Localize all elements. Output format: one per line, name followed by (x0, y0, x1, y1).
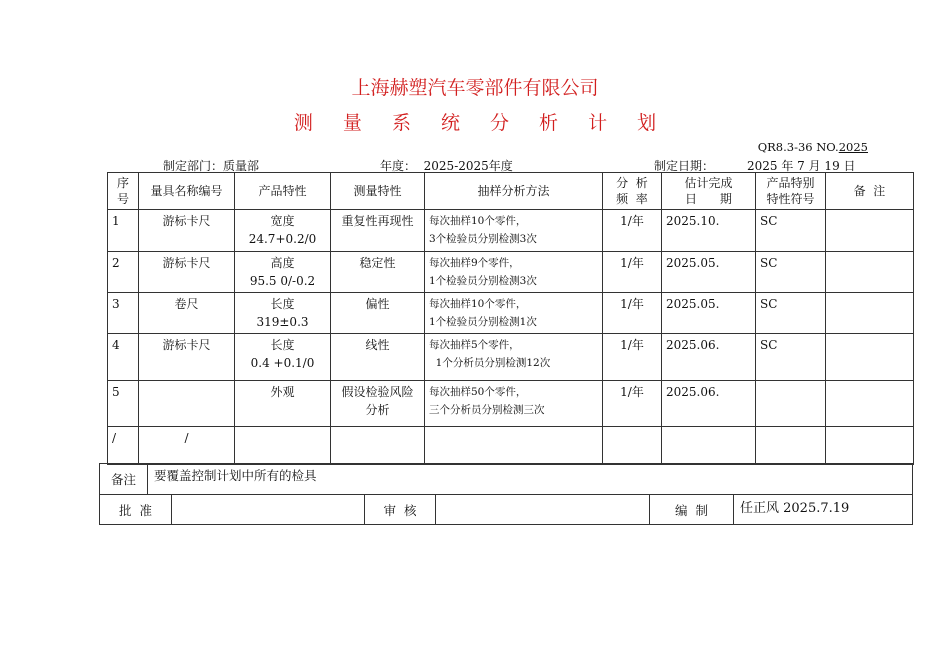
cell-gauge: 游标卡尺 (139, 210, 235, 252)
cell-seq: 1 (108, 210, 139, 252)
cell-seq: / (108, 427, 139, 465)
cell-seq: 3 (108, 293, 139, 334)
company-name: 上海赫塑汽车零部件有限公司 (351, 77, 599, 99)
dept-label: 制定部门：质量部 (163, 159, 260, 173)
cell-freq: 1/年 (603, 210, 662, 252)
cell-measure: 重复性再现性 (331, 210, 425, 252)
review-value (436, 495, 650, 525)
cell-method: 每次抽样9个零件， 1个检验员分别检测3次 (425, 252, 603, 293)
date-value: 2025 年 7 月 19 日 (747, 159, 856, 173)
cell-gauge: / (139, 427, 235, 465)
cell-feature: 宽度 24.7+0.2/0 (235, 210, 331, 252)
cell-feature: 长度 0.4 +0.1/0 (235, 334, 331, 381)
notes-text: 要覆盖控制计划中所有的检具 (148, 464, 913, 495)
approve-label: 批 准 (100, 495, 172, 525)
cell-est-date: 2025.06. (662, 334, 756, 381)
cell-special (756, 427, 826, 465)
cell-seq: 5 (108, 381, 139, 427)
cell-remark (826, 210, 914, 252)
cell-special: SC (756, 210, 826, 252)
cell-measure (331, 427, 425, 465)
cell-method: 每次抽样10个零件， 1个检验员分别检测1次 (425, 293, 603, 334)
cell-freq (603, 427, 662, 465)
cell-est-date: 2025.05. (662, 252, 756, 293)
cell-remark (826, 427, 914, 465)
cell-remark (826, 293, 914, 334)
cell-method: 每次抽样5个零件， 1个分析员分别检测12次 (425, 334, 603, 381)
prepare-value: 任正风 2025.7.19 (734, 495, 913, 525)
cell-gauge: 游标卡尺 (139, 334, 235, 381)
cell-feature: 外观 (235, 381, 331, 427)
header-gauge: 量具名称编号 (139, 173, 235, 210)
date-label: 制定日期： (654, 159, 715, 173)
cell-method: 每次抽样10个零件， 3个检验员分别检测3次 (425, 210, 603, 252)
cell-method (425, 427, 603, 465)
doc-number: 2025 (838, 140, 868, 154)
cell-special: SC (756, 334, 826, 381)
table-header-row (108, 173, 914, 210)
header-special: 产品特别 特性符号 (756, 173, 826, 210)
cell-est-date: 2025.06. (662, 381, 756, 427)
cell-measure: 线性 (331, 334, 425, 381)
notes-label: 备注 (100, 464, 148, 495)
review-label: 审 核 (365, 495, 436, 525)
cell-special: SC (756, 293, 826, 334)
signature-table (99, 494, 913, 525)
cell-freq: 1/年 (603, 381, 662, 427)
cell-measure: 稳定性 (331, 252, 425, 293)
cell-remark (826, 252, 914, 293)
table-row (108, 210, 914, 252)
year-value: 2025-2025年度 (423, 159, 513, 173)
document-code (758, 140, 868, 154)
cell-seq: 4 (108, 334, 139, 381)
cell-gauge: 卷尺 (139, 293, 235, 334)
cell-measure: 偏性 (331, 293, 425, 334)
msa-plan-table (107, 172, 914, 465)
doc-code-prefix: QR8.3-36 NO. (757, 140, 839, 154)
cell-freq: 1/年 (603, 334, 662, 381)
notes-table (99, 463, 913, 495)
cell-freq: 1/年 (603, 252, 662, 293)
header-freq: 分 析 频 率 (603, 173, 662, 210)
table-row (108, 427, 914, 465)
cell-feature (235, 427, 331, 465)
cell-remark (826, 381, 914, 427)
notes-row (100, 464, 913, 495)
cell-special: SC (756, 252, 826, 293)
cell-feature: 高度 95.5 0/-0.2 (235, 252, 331, 293)
prepare-label: 编 制 (650, 495, 734, 525)
cell-gauge (139, 381, 235, 427)
approve-value (172, 495, 365, 525)
document-title: 测 量 系 统 分 析 计 划 (293, 112, 669, 134)
table-row (108, 381, 914, 427)
cell-special (756, 381, 826, 427)
cell-est-date: 2025.10. (662, 210, 756, 252)
cell-seq: 2 (108, 252, 139, 293)
header-est-date: 估计完成 日 期 (662, 173, 756, 210)
cell-freq: 1/年 (603, 293, 662, 334)
table-row (108, 252, 914, 293)
cell-gauge: 游标卡尺 (139, 252, 235, 293)
cell-est-date: 2025.05. (662, 293, 756, 334)
cell-measure: 假设检验风险 分析 (331, 381, 425, 427)
table-row (108, 334, 914, 381)
header-remark: 备 注 (826, 173, 914, 210)
header-feature: 产品特性 (235, 173, 331, 210)
cell-method: 每次抽样50个零件， 三个分析员分别检测三次 (425, 381, 603, 427)
year-label: 年度： (380, 159, 417, 173)
cell-remark (826, 334, 914, 381)
header-seq: 序 号 (108, 173, 139, 210)
cell-est-date (662, 427, 756, 465)
header-method: 抽样分析方法 (425, 173, 603, 210)
signature-row (100, 495, 913, 525)
cell-feature: 长度 319±0.3 (235, 293, 331, 334)
header-measure: 测量特性 (331, 173, 425, 210)
table-row (108, 293, 914, 334)
